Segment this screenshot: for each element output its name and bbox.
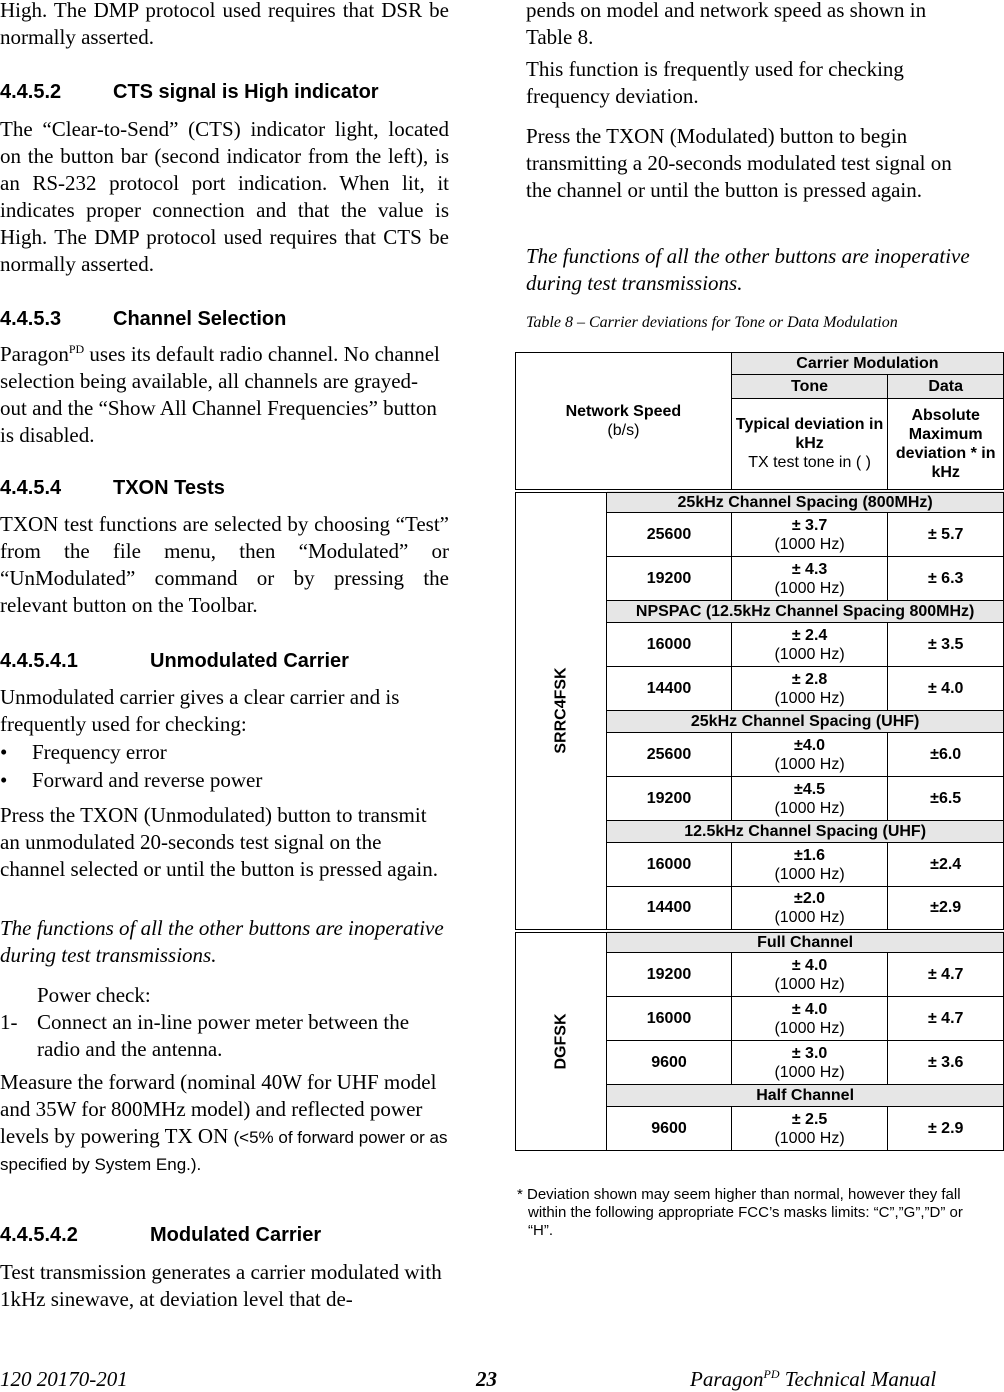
modulated-paragraph: Test transmission generates a carrier modulated with 1kHz sinewave, at deviation level that de- <box>0 1260 442 1311</box>
data-deviation-cell: ±2.4 <box>888 843 1004 887</box>
modulation-type-text: DGFSK <box>552 1013 570 1070</box>
network-speed-cell: 16000 <box>607 623 732 667</box>
brand-name: Paragon <box>0 342 69 366</box>
tone-deviation-cell <box>731 997 888 1041</box>
section-title: Channel Selection <box>113 308 287 330</box>
carrier-modulation-header: Carrier Modulation <box>731 353 1003 375</box>
data-deviation-cell: ± 4.7 <box>888 953 1004 997</box>
step-item <box>0 1009 449 1063</box>
tx-tone-label: TX test tone in ( ) <box>748 454 871 472</box>
measure-text: Measure the forward (nominal 40W for UHF model and 35W for 800MHz model) and reflected power levels by powering TX ON <box>0 1070 437 1148</box>
tone-frequency: (1000 Hz) <box>774 975 845 993</box>
channel-group-header: 25kHz Channel Spacing (800MHz) <box>607 491 1004 513</box>
network-speed-cell: 9600 <box>607 1107 732 1151</box>
page-number: 23 <box>476 1367 497 1391</box>
tone-frequency: (1000 Hz) <box>774 535 845 553</box>
table-footnote: * Deviation shown may seem higher than normal, however they fall within the following appropriate FCC’s masks limits: “C”,”G”,”D” or “H”. <box>517 1186 963 1239</box>
tone-deviation-cell <box>731 777 888 821</box>
section-heading-unmodulated <box>0 650 349 673</box>
table-caption: Table 8 – Carrier deviations for Tone or Data Modulation <box>526 314 898 331</box>
section-heading-channel <box>0 308 286 331</box>
channel-group-header: Half Channel <box>607 1085 1004 1107</box>
press-unmodulated-paragraph: Press the TXON (Unmodulated) button to transmit an unmodulated 20-seconds test signal on the channel selected or until the button is pressed again. <box>0 803 438 881</box>
step-number: 1- <box>0 1010 18 1034</box>
channel-group-header: NPSPAC (12.5kHz Channel Spacing 800MHz) <box>607 601 1004 623</box>
footer-manual-text: Technical Manual <box>779 1367 937 1391</box>
typical-deviation-header <box>731 399 888 491</box>
tone-deviation-value: ± 2.4 <box>791 626 828 644</box>
data-deviation-cell: ± 6.3 <box>888 557 1004 601</box>
unmodulated-paragraph: Unmodulated carrier gives a clear carrier and is frequently used for checking: <box>0 685 400 736</box>
tone-deviation-cell <box>731 843 888 887</box>
txon-paragraph: TXON test functions are selected by choosing “Test” from the file menu, then “Modulated” or “UnModulated” command or by pressing the relevant button on the Toolbar. <box>0 512 449 617</box>
tone-frequency: (1000 Hz) <box>774 865 845 883</box>
tone-frequency: (1000 Hz) <box>774 689 845 707</box>
section-number: 4.4.5.4 <box>0 477 62 499</box>
tone-deviation-value: ± 4.3 <box>791 560 828 578</box>
tone-deviation-value: ±4.0 <box>794 736 826 754</box>
section-number: 4.4.5.2 <box>0 81 62 103</box>
carrier-deviation-table <box>515 352 1004 1151</box>
section-number: 4.4.5.4.2 <box>0 1224 78 1246</box>
channel-paragraph <box>0 341 440 449</box>
tone-deviation-cell <box>731 887 888 931</box>
network-speed-cell: 14400 <box>607 887 732 931</box>
power-check-label: Power check: <box>37 983 151 1007</box>
channel-group-header: 25kHz Channel Spacing (UHF) <box>607 711 1004 733</box>
tone-deviation-cell <box>731 733 888 777</box>
bullet-dot: • <box>0 740 8 764</box>
section-title: CTS signal is High indicator <box>113 81 379 103</box>
tone-frequency: (1000 Hz) <box>774 1129 845 1147</box>
tone-deviation-cell <box>731 557 888 601</box>
srrc-modulation-label <box>516 491 607 931</box>
measure-note: (<5% of forward power or as specified by System Eng.). <box>0 1128 448 1174</box>
section-heading-txon <box>0 477 225 500</box>
tone-deviation-cell <box>731 953 888 997</box>
tone-deviation-cell <box>731 667 888 711</box>
tone-deviation-cell <box>731 1107 888 1151</box>
network-speed-cell: 25600 <box>607 513 732 557</box>
network-speed-cell: 9600 <box>607 1041 732 1085</box>
tone-deviation-cell <box>731 1041 888 1085</box>
tone-deviation-value: ±4.5 <box>794 780 826 798</box>
data-deviation-cell: ± 2.9 <box>888 1107 1004 1151</box>
tone-deviation-value: ± 4.0 <box>791 1000 828 1018</box>
bullet-item <box>0 767 262 794</box>
footer-brand-superscript: PD <box>763 1367 780 1381</box>
dgfsk-modulation-label <box>516 931 607 1151</box>
data-deviation-cell: ±2.9 <box>888 887 1004 931</box>
bullet-text: Forward and reverse power <box>32 768 263 792</box>
network-speed-label: Network Speed <box>565 402 682 420</box>
tone-frequency: (1000 Hz) <box>774 1063 845 1081</box>
data-header: Data <box>888 375 1004 399</box>
tone-frequency: (1000 Hz) <box>774 579 845 597</box>
absolute-max-header: Absolute Maximum deviation * in kHz <box>888 399 1004 491</box>
data-deviation-cell: ±6.0 <box>888 733 1004 777</box>
network-speed-cell: 19200 <box>607 557 732 601</box>
data-deviation-cell: ± 5.7 <box>888 513 1004 557</box>
bullet-item <box>0 739 167 766</box>
network-speed-cell: 19200 <box>607 953 732 997</box>
tone-frequency: (1000 Hz) <box>774 799 845 817</box>
channel-text: uses its default radio channel. No channel selection being available, all channels are grayed-out and the “Show All Channel Frequencies” button is disabled. <box>0 342 440 447</box>
frequency-paragraph: This function is frequently used for checking frequency deviation. <box>526 57 904 108</box>
modulation-type-text: SRRC4FSK <box>552 667 570 754</box>
tone-frequency: (1000 Hz) <box>774 645 845 663</box>
tone-deviation-value: ± 4.0 <box>791 956 828 974</box>
intro-tail-paragraph: High. The DMP protocol used requires that DSR be normally asserted. <box>0 0 449 49</box>
network-speed-cell: 16000 <box>607 997 732 1041</box>
tone-deviation-value: ± 3.7 <box>791 516 828 534</box>
tone-deviation-value: ± 2.8 <box>791 670 828 688</box>
section-number: 4.4.5.3 <box>0 308 62 330</box>
network-speed-cell: 16000 <box>607 843 732 887</box>
measure-paragraph <box>0 1069 452 1177</box>
footer-manual-title <box>690 1367 936 1392</box>
tone-deviation-value: ±2.0 <box>794 889 826 907</box>
press-modulated-paragraph: Press the TXON (Modulated) button to begin transmitting a 20-seconds modulated test signal on the channel or until the button is pressed again. <box>526 124 952 202</box>
network-speed-cell: 25600 <box>607 733 732 777</box>
tone-deviation-value: ±1.6 <box>794 846 826 864</box>
data-deviation-cell: ± 4.0 <box>888 667 1004 711</box>
network-speed-cell: 14400 <box>607 667 732 711</box>
bullet-text: Frequency error <box>32 740 167 764</box>
inoperative-note-right: The functions of all the other buttons are inoperative during test transmissions. <box>526 244 970 295</box>
continued-paragraph: pends on model and network speed as shown in Table 8. <box>526 0 927 49</box>
cts-paragraph: The “Clear-to-Send” (CTS) indicator light, located on the button bar (second indicator from the left), is an RS-232 protocol port indication. When lit, it indicates proper connection and that the value is High. The DMP protocol used requires that CTS be normally asserted. <box>0 117 449 276</box>
channel-group-header: Full Channel <box>607 931 1004 953</box>
section-heading-cts <box>0 81 379 104</box>
tone-deviation-value: ± 3.0 <box>791 1044 828 1062</box>
section-number: 4.4.5.4.1 <box>0 650 78 672</box>
section-title: TXON Tests <box>113 477 225 499</box>
data-deviation-cell: ± 3.5 <box>888 623 1004 667</box>
data-deviation-cell: ± 3.6 <box>888 1041 1004 1085</box>
tone-deviation-cell <box>731 513 888 557</box>
brand-superscript: PD <box>68 342 85 356</box>
inoperative-note: The functions of all the other buttons are inoperative during test transmissions. <box>0 916 444 967</box>
bullet-dot: • <box>0 768 8 792</box>
step-text: Connect an in-line power meter between the radio and the antenna. <box>37 1010 410 1061</box>
tone-header: Tone <box>731 375 888 399</box>
tone-frequency: (1000 Hz) <box>774 1019 845 1037</box>
network-speed-unit: (b/s) <box>607 421 640 439</box>
data-deviation-cell: ± 4.7 <box>888 997 1004 1041</box>
tone-frequency: (1000 Hz) <box>774 755 845 773</box>
footer-doc-number: 120 20170-201 <box>0 1367 128 1391</box>
network-speed-header <box>516 353 732 491</box>
tone-frequency: (1000 Hz) <box>774 908 845 926</box>
channel-group-header: 12.5kHz Channel Spacing (UHF) <box>607 821 1004 843</box>
section-title: Modulated Carrier <box>150 1224 322 1246</box>
data-deviation-cell: ±6.5 <box>888 777 1004 821</box>
section-title: Unmodulated Carrier <box>150 650 349 672</box>
typical-deviation-label: Typical deviation in kHz <box>735 416 884 453</box>
footer-brand: Paragon <box>690 1367 764 1391</box>
section-heading-modulated <box>0 1224 321 1247</box>
network-speed-cell: 19200 <box>607 777 732 821</box>
tone-deviation-value: ± 2.5 <box>791 1110 828 1128</box>
tone-deviation-cell <box>731 623 888 667</box>
